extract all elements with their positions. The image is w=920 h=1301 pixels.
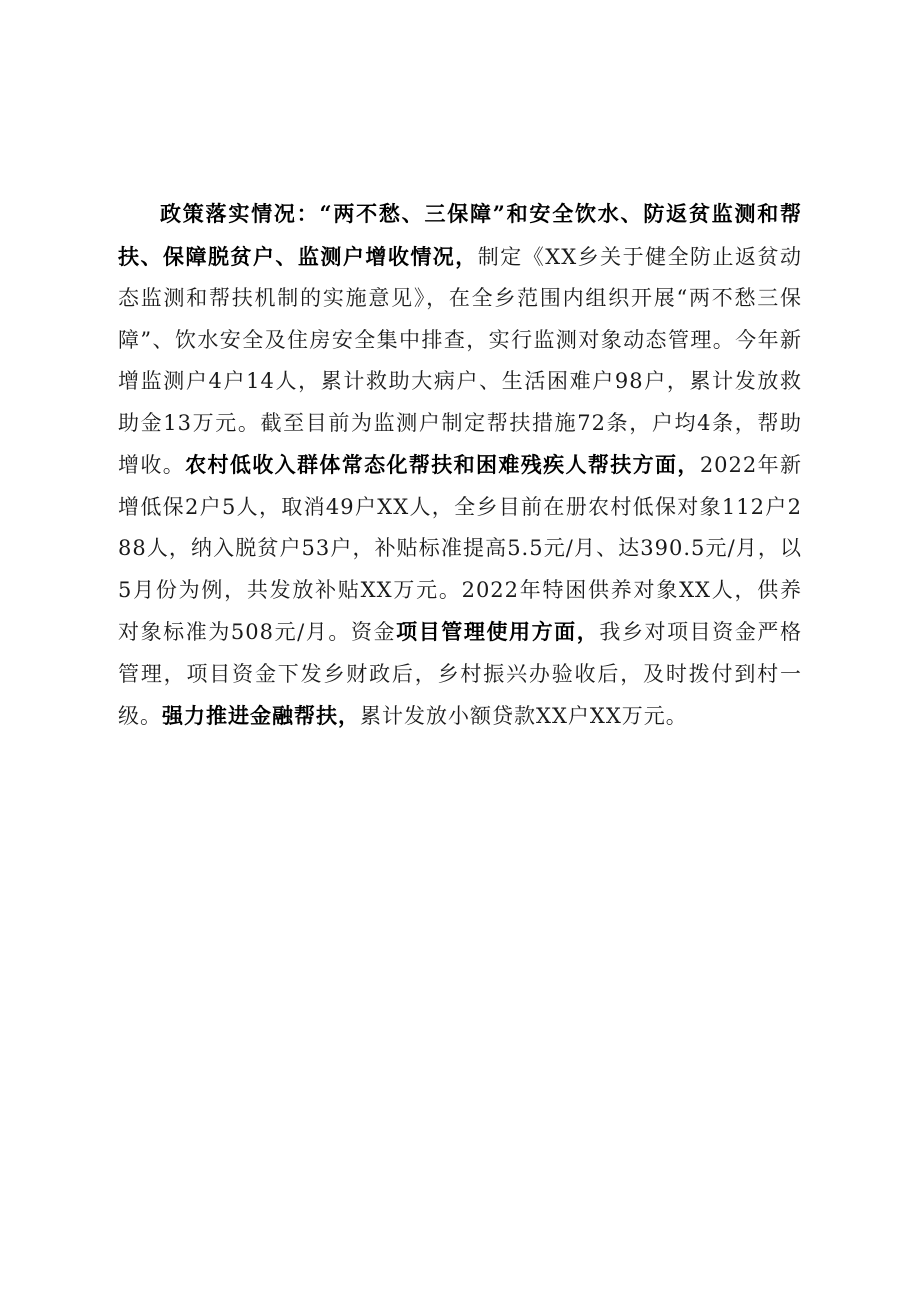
heading-financial-assistance: 强力推进金融帮扶，	[162, 703, 360, 728]
heading-low-income-assistance: 农村低收入群体常态化帮扶和困难残疾人帮扶方面，	[185, 452, 700, 477]
text-microloans: 累计发放小额贷款XX户XX万元。	[360, 704, 688, 728]
text-monitoring-measures: 制定《XX乡关于健全防止返贫动态监测和帮扶机制的实施意见》，在全乡范围内组织开展“两不愁三保障”、饮水安全及住房安全集中排查，实行监测对象动态管理。今年新增监测户4户14人，累计救助大病户、生活困难户98户，累计发放救助金13万元。截至目前为监测户制定帮扶措施72条，户均4条，帮助增收。	[118, 244, 802, 477]
body-paragraph	[118, 193, 802, 738]
text-fund-management: 我乡对项目资金严格管理，项目资金下发乡财政后，乡村振兴办验收后，及时拨付到村一级。	[118, 620, 803, 728]
text-subsistence-allowance: 2022年新增低保2户5人，取消49户XX人，全乡目前在册农村低保对象112户288人，纳入脱贫户53户，补贴标准提高5.5元/月、达390.5元/月，以5月份为例，共发放补贴XX万元。2022年特困供养对象XX人，供养对象标准为508元/月。资金	[118, 453, 803, 644]
heading-project-management: 项目管理使用方面，	[396, 619, 600, 644]
heading-policy-implementation: 政策落实情况：“两不愁、三保障”和安全饮水、防返贫监测和帮扶、保障脱贫户、监测户增收情况，	[118, 201, 802, 269]
